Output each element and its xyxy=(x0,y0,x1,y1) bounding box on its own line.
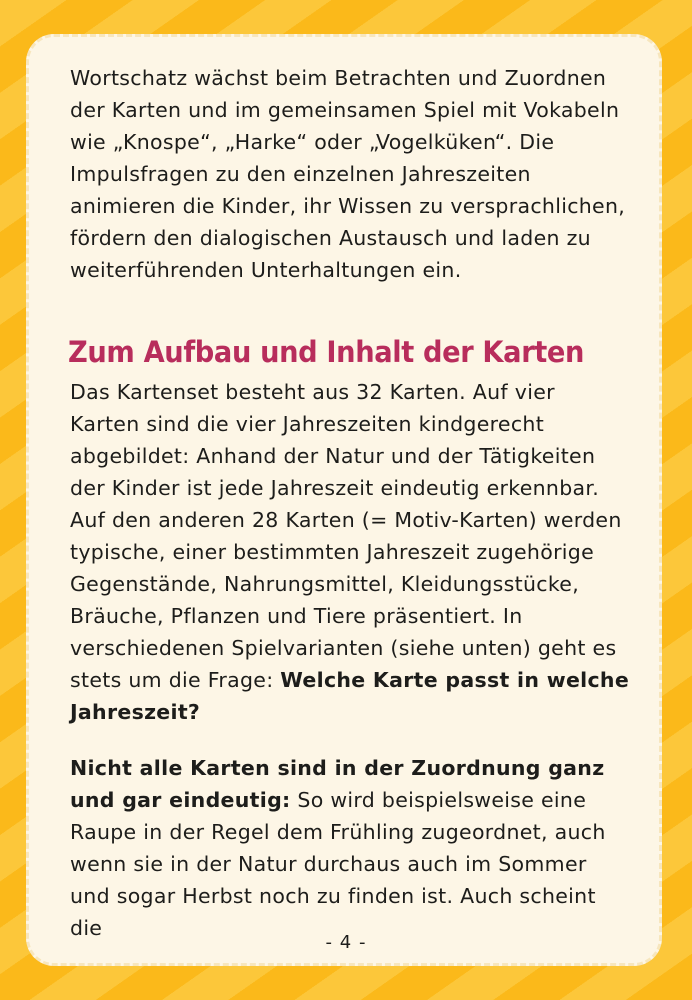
structure-paragraph xyxy=(70,376,630,728)
page-content xyxy=(70,62,630,944)
page-number: - 4 - xyxy=(325,932,367,953)
key-question: Welche Karte passt in welche Jahreszeit? xyxy=(70,668,630,724)
assignment-paragraph xyxy=(70,752,630,944)
assignment-lead: Nicht alle Karten sind in der Zuordnung ganz und gar eindeutig: xyxy=(70,756,605,812)
assignment-text: So wird beispielsweise eine Raupe in der Regel dem Frühling zugeordnet, auch wenn sie in der Natur durchaus auch im Sommer und sogar Herbst noch zu finden ist. Auch scheint die xyxy=(70,788,606,940)
intro-paragraph: Wortschatz wächst beim Betrachten und Zuordnen der Karten und im gemeinsamen Spiel mit Vokabeln wie „Knospe“, „Harke“ oder „Vogelküken“. Die Impulsfragen zu den einzelnen Jahreszeiten animieren die Kinder, ihr Wissen zu versprachlichen, fördern den dialogischen Austausch und laden zu weiterführenden Unterhaltungen ein. xyxy=(70,66,626,282)
structure-text: Das Kartenset besteht aus 32 Karten. Auf vier Karten sind die vier Jahreszeiten kindgerecht abgebildet: Anhand der Natur und der Tätigkeiten der Kinder ist jede Jahreszeit eindeutig erkennbar. Auf den anderen 28 Karten (= Motiv-Karten) werden typische, einer bestimmten Jahreszeit zugehörige Gegenstände, Nahrungsmittel, Kleidungsstücke, Bräuche, Pflanzen und Tiere präsentiert. In verschiedenen Spielvarianten (siehe unten) geht es stets um die Frage: xyxy=(70,380,622,692)
section-heading: Zum Aufbau und Inhalt der Karten xyxy=(68,335,585,369)
